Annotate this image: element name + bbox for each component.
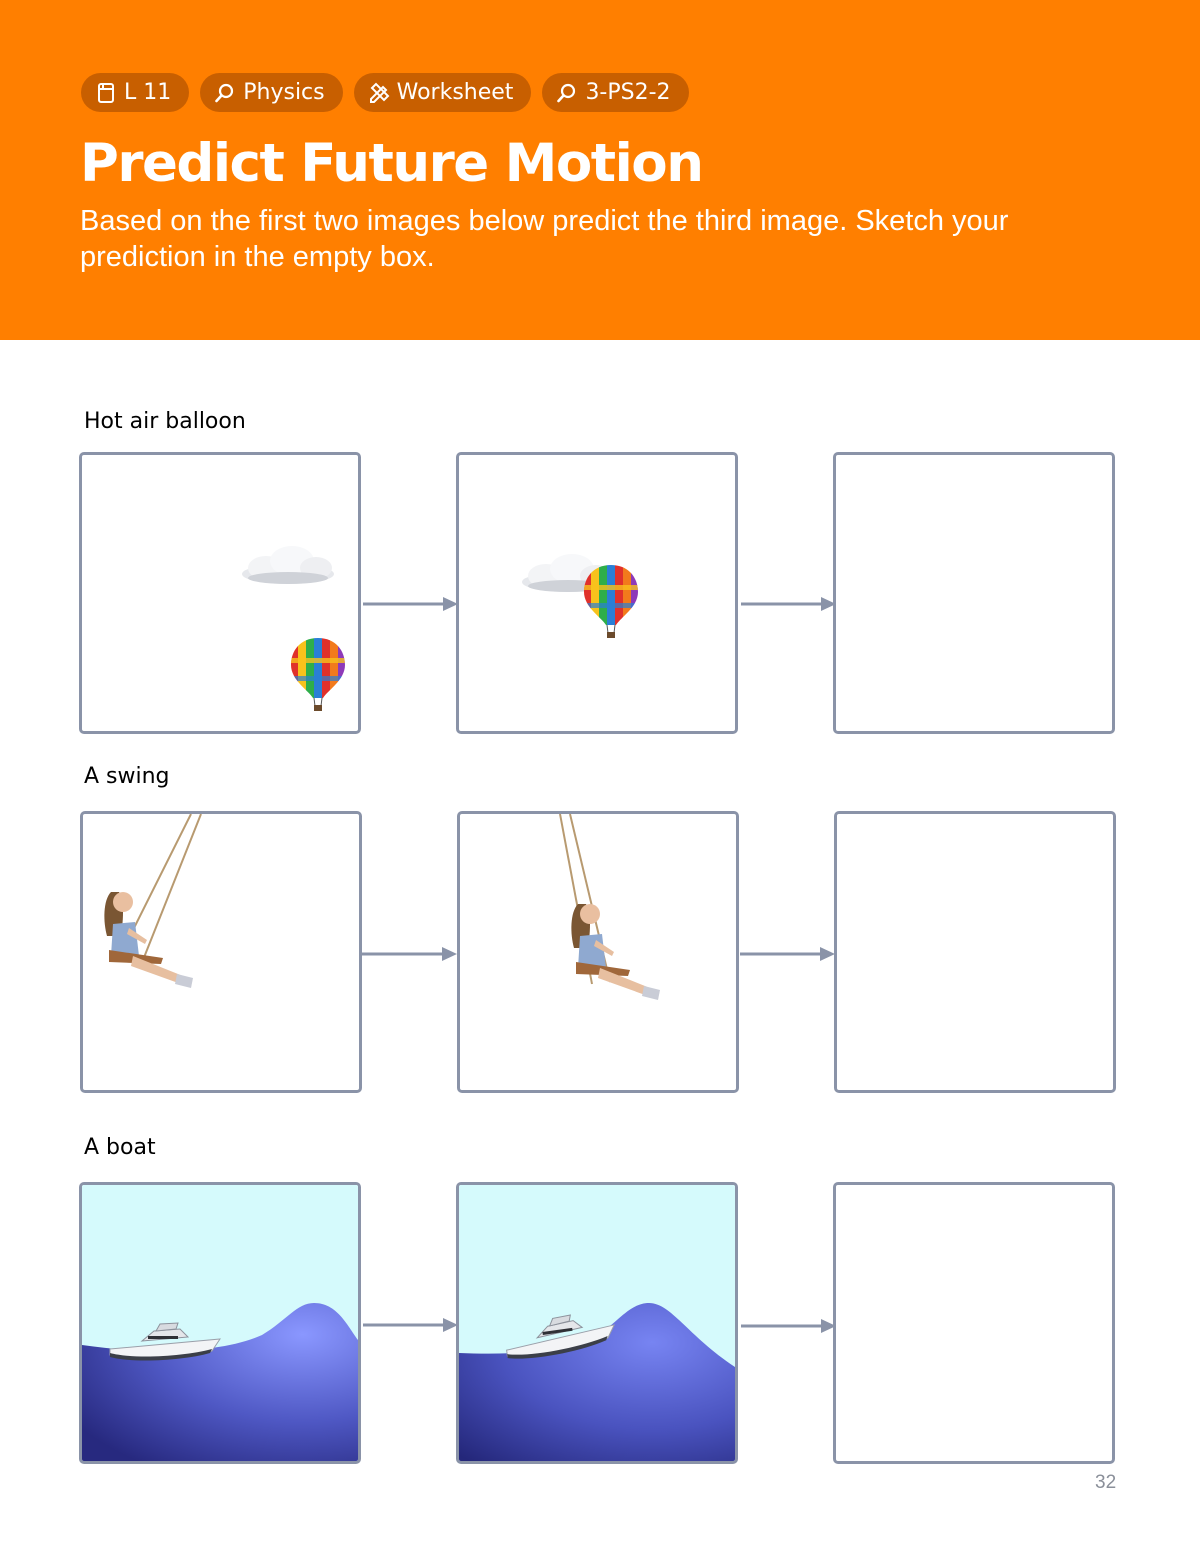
tag-label: L 11 — [124, 80, 172, 105]
arrow-icon — [362, 944, 458, 964]
magnifier-icon — [214, 82, 236, 104]
header-banner — [0, 0, 1200, 340]
girl-on-swing-image — [571, 904, 660, 1000]
arrow-icon — [741, 1316, 837, 1336]
tag-lesson — [81, 73, 189, 112]
swing-frame-1 — [80, 811, 362, 1093]
tag-label: 3-PS2-2 — [585, 80, 671, 105]
book-icon — [95, 82, 117, 104]
row-label-boat: A boat — [84, 1135, 156, 1160]
page-number: 32 — [1095, 1472, 1117, 1493]
balloon-frame-1 — [79, 452, 361, 734]
swing-rope — [143, 814, 201, 960]
pencil-ruler-icon — [368, 82, 390, 104]
boat-prediction-box[interactable] — [833, 1182, 1115, 1464]
arrow-icon — [363, 1315, 459, 1335]
arrow-icon — [741, 594, 837, 614]
cloud-image — [242, 546, 334, 584]
arrow-icon — [363, 594, 459, 614]
swing-prediction-box[interactable] — [834, 811, 1116, 1093]
balloon-frame-2 — [456, 452, 738, 734]
page-instructions: Based on the first two images below predict the third image. Sketch your prediction in the empty box. — [80, 205, 1009, 273]
tag-label: Physics — [243, 80, 325, 105]
row-label-swing: A swing — [84, 764, 170, 789]
hot-air-balloon-image — [290, 637, 346, 711]
tag-subject — [200, 73, 342, 112]
girl-on-swing-image — [104, 892, 193, 988]
hot-air-balloon-image — [583, 564, 639, 638]
tag-label: Worksheet — [396, 80, 514, 105]
boat-frame-1 — [79, 1182, 361, 1464]
page-title: Predict Future Motion — [80, 133, 703, 194]
tag-list — [81, 73, 689, 112]
row-label-balloon: Hot air balloon — [84, 409, 246, 434]
magnifier-icon — [556, 82, 578, 104]
balloon-prediction-box[interactable] — [833, 452, 1115, 734]
tag-standard — [542, 73, 688, 112]
arrow-icon — [740, 944, 836, 964]
tag-type — [354, 73, 532, 112]
swing-frame-2 — [457, 811, 739, 1093]
boat-frame-2 — [456, 1182, 738, 1464]
